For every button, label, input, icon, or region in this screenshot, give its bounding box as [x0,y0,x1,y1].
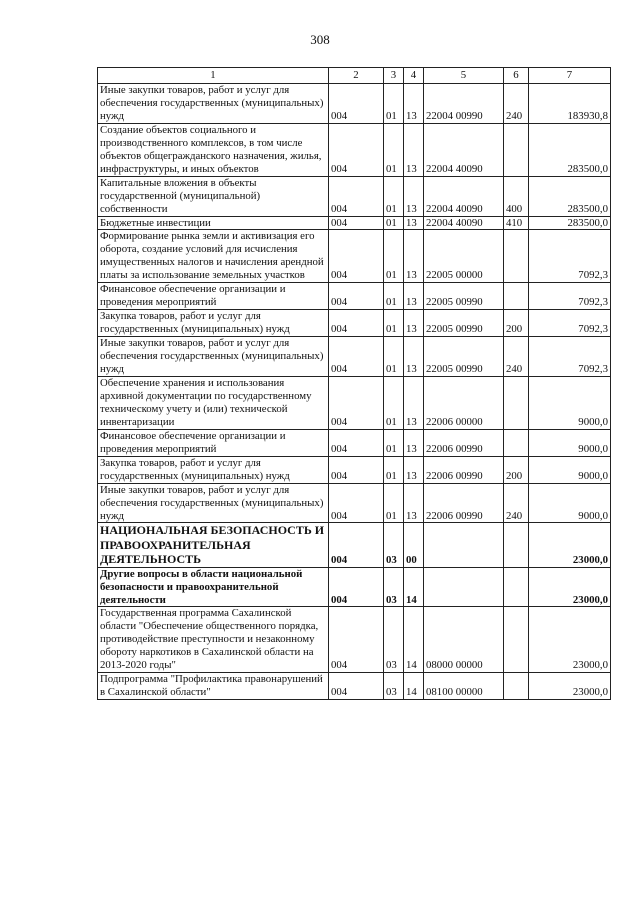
page-number: 308 [310,32,330,47]
cell-name: Иные закупки товаров, работ и услуг для обеспечения государственных (муниципальных) нужд [98,337,329,377]
cell-name: Финансовое обеспечение организации и проведения мероприятий [98,429,329,456]
table-row [98,283,611,310]
cell-expense-type: 200 [504,310,529,337]
table-row [98,310,611,337]
cell-target-article: 22004 40090 [424,176,504,216]
cell-section-code: 01 [384,230,404,283]
cell-subsection-code: 00 [404,523,424,567]
cell-ministry-code: 004 [329,523,384,567]
cell-ministry-code: 004 [329,483,384,523]
cell-section-code: 01 [384,483,404,523]
cell-ministry-code: 004 [329,84,384,124]
cell-amount: 183930,8 [529,84,611,124]
budget-table [97,67,611,700]
cell-target-article: 22005 00990 [424,283,504,310]
col-header-1: 1 [98,68,329,84]
cell-section-code: 03 [384,567,404,607]
cell-section-code: 01 [384,283,404,310]
table-row [98,673,611,700]
cell-ministry-code: 004 [329,337,384,377]
cell-subsection-code: 13 [404,84,424,124]
cell-amount: 7092,3 [529,337,611,377]
cell-amount: 7092,3 [529,283,611,310]
cell-expense-type [504,607,529,673]
cell-expense-type [504,567,529,607]
cell-expense-type: 240 [504,84,529,124]
cell-expense-type: 200 [504,456,529,483]
col-header-3: 3 [384,68,404,84]
cell-expense-type [504,523,529,567]
cell-subsection-code: 13 [404,483,424,523]
col-header-7: 7 [529,68,611,84]
cell-amount: 283500,0 [529,176,611,216]
cell-ministry-code: 004 [329,607,384,673]
cell-ministry-code: 004 [329,230,384,283]
table-row [98,84,611,124]
cell-expense-type: 400 [504,176,529,216]
table-row [98,429,611,456]
cell-ministry-code: 004 [329,310,384,337]
cell-name: Формирование рынка земли и активизация его оборота, создание условий для исчисления имущественных налогов и начисления арендной платы за использование земельных участков [98,230,329,283]
table-row [98,607,611,673]
cell-section-code: 03 [384,673,404,700]
cell-amount: 23000,0 [529,567,611,607]
cell-expense-type [504,123,529,176]
table-row [98,523,611,567]
cell-amount: 9000,0 [529,483,611,523]
cell-section-code: 01 [384,176,404,216]
cell-section-code: 01 [384,310,404,337]
cell-subsection-code: 13 [404,429,424,456]
cell-section-code: 01 [384,429,404,456]
cell-subsection-code: 13 [404,376,424,429]
cell-target-article: 22006 00990 [424,456,504,483]
cell-subsection-code: 13 [404,216,424,230]
cell-amount: 7092,3 [529,310,611,337]
cell-section-code: 03 [384,607,404,673]
cell-target-article: 22006 00990 [424,429,504,456]
cell-name: Иные закупки товаров, работ и услуг для обеспечения государственных (муниципальных) нужд [98,483,329,523]
cell-target-article [424,523,504,567]
table-row [98,123,611,176]
cell-target-article: 08000 00000 [424,607,504,673]
cell-ministry-code: 004 [329,376,384,429]
cell-subsection-code: 13 [404,123,424,176]
table-row [98,216,611,230]
table-row [98,376,611,429]
cell-target-article: 22005 00000 [424,230,504,283]
col-header-6: 6 [504,68,529,84]
cell-amount: 23000,0 [529,607,611,673]
cell-subsection-code: 14 [404,673,424,700]
cell-subsection-code: 13 [404,337,424,377]
cell-target-article: 22005 00990 [424,337,504,377]
table-row [98,567,611,607]
cell-expense-type [504,673,529,700]
cell-name: Подпрограмма "Профилактика правонарушений в Сахалинской области" [98,673,329,700]
cell-target-article: 22004 40090 [424,123,504,176]
cell-ministry-code: 004 [329,283,384,310]
cell-target-article [424,567,504,607]
cell-name: Капитальные вложения в объекты государственной (муниципальной) собственности [98,176,329,216]
cell-section-code: 03 [384,523,404,567]
cell-name: НАЦИОНАЛЬНАЯ БЕЗОПАСНОСТЬ И ПРАВООХРАНИТЕЛЬНАЯ ДЕЯТЕЛЬНОСТЬ [98,523,329,567]
cell-expense-type [504,230,529,283]
cell-subsection-code: 14 [404,607,424,673]
cell-amount: 283500,0 [529,123,611,176]
cell-expense-type: 240 [504,483,529,523]
cell-name: Государственная программа Сахалинской области "Обеспечение общественного порядка, противодействие преступности и незаконному обороту наркотиков в Сахалинской области на 2013-2020 годы" [98,607,329,673]
table-row [98,230,611,283]
cell-target-article: 22006 00000 [424,376,504,429]
cell-expense-type [504,376,529,429]
cell-subsection-code: 13 [404,310,424,337]
cell-target-article: 22004 00990 [424,84,504,124]
cell-name: Иные закупки товаров, работ и услуг для обеспечения государственных (муниципальных) нужд [98,84,329,124]
cell-section-code: 01 [384,216,404,230]
cell-ministry-code: 004 [329,429,384,456]
cell-ministry-code: 004 [329,456,384,483]
cell-name: Бюджетные инвестиции [98,216,329,230]
cell-target-article: 22006 00990 [424,483,504,523]
cell-amount: 283500,0 [529,216,611,230]
cell-subsection-code: 14 [404,567,424,607]
cell-name: Закупка товаров, работ и услуг для государственных (муниципальных) нужд [98,310,329,337]
cell-ministry-code: 004 [329,673,384,700]
cell-ministry-code: 004 [329,176,384,216]
cell-name: Финансовое обеспечение организации и проведения мероприятий [98,283,329,310]
cell-ministry-code: 004 [329,216,384,230]
cell-amount: 23000,0 [529,673,611,700]
cell-amount: 9000,0 [529,429,611,456]
cell-subsection-code: 13 [404,283,424,310]
cell-name: Другие вопросы в области национальной безопасности и правоохранительной деятельности [98,567,329,607]
cell-subsection-code: 13 [404,230,424,283]
cell-section-code: 01 [384,123,404,176]
cell-expense-type: 240 [504,337,529,377]
header-row [98,68,611,84]
table-row [98,483,611,523]
col-header-2: 2 [329,68,384,84]
cell-section-code: 01 [384,456,404,483]
cell-name: Закупка товаров, работ и услуг для государственных (муниципальных) нужд [98,456,329,483]
cell-subsection-code: 13 [404,176,424,216]
cell-ministry-code: 004 [329,123,384,176]
cell-target-article: 22005 00990 [424,310,504,337]
cell-amount: 23000,0 [529,523,611,567]
table-row [98,176,611,216]
cell-target-article: 22004 40090 [424,216,504,230]
col-header-5: 5 [424,68,504,84]
cell-section-code: 01 [384,337,404,377]
cell-amount: 7092,3 [529,230,611,283]
cell-amount: 9000,0 [529,376,611,429]
cell-amount: 9000,0 [529,456,611,483]
cell-ministry-code: 004 [329,567,384,607]
table-row [98,337,611,377]
cell-name: Создание объектов социального и производственного комплексов, в том числе объектов общегражданского назначения, жилья, инфраструктуры, и иных объектов [98,123,329,176]
cell-expense-type: 410 [504,216,529,230]
cell-section-code: 01 [384,376,404,429]
cell-expense-type [504,283,529,310]
cell-subsection-code: 13 [404,456,424,483]
cell-section-code: 01 [384,84,404,124]
cell-name: Обеспечение хранения и использования архивной документации по государственному техническому учету и (или) технической инвентаризации [98,376,329,429]
cell-target-article: 08100 00000 [424,673,504,700]
col-header-4: 4 [404,68,424,84]
cell-expense-type [504,429,529,456]
table-row [98,456,611,483]
